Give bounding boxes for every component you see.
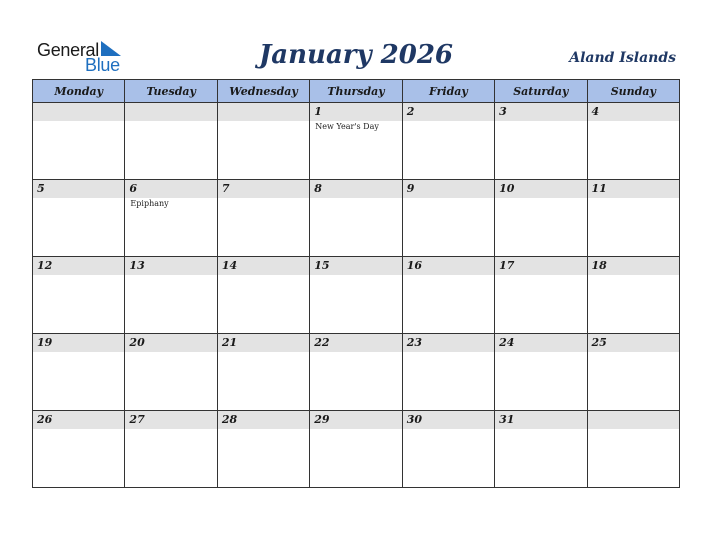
day-number: 2	[403, 103, 494, 121]
calendar-week-row	[33, 334, 680, 411]
day-number: 7	[218, 180, 309, 198]
day-number: 10	[495, 180, 586, 198]
calendar-day-cell	[310, 334, 402, 411]
day-number: 6	[125, 180, 216, 198]
day-number	[218, 103, 309, 121]
calendar-day-cell	[587, 334, 679, 411]
day-number	[125, 103, 216, 121]
day-number: 26	[33, 411, 124, 429]
weekday-header: Thursday	[310, 80, 402, 103]
calendar-day-cell	[587, 103, 679, 180]
calendar-day-cell	[125, 334, 217, 411]
day-number: 21	[218, 334, 309, 352]
page-title: January 2026	[258, 40, 454, 70]
day-number: 23	[403, 334, 494, 352]
weekday-header: Tuesday	[125, 80, 217, 103]
day-number: 20	[125, 334, 216, 352]
day-number: 22	[310, 334, 401, 352]
calendar-week-row	[33, 411, 680, 488]
calendar-day-cell	[495, 257, 587, 334]
day-number: 13	[125, 257, 216, 275]
calendar-day-cell	[125, 103, 217, 180]
calendar-day-cell	[310, 180, 402, 257]
calendar-day-cell	[402, 180, 494, 257]
calendar-day-cell	[125, 411, 217, 488]
calendar-day-cell	[495, 103, 587, 180]
day-number: 1	[310, 103, 401, 121]
calendar-day-cell	[495, 180, 587, 257]
day-number: 11	[588, 180, 679, 198]
day-number: 30	[403, 411, 494, 429]
day-number: 19	[33, 334, 124, 352]
day-number: 18	[588, 257, 679, 275]
calendar-day-cell	[125, 180, 217, 257]
calendar-day-cell	[33, 180, 125, 257]
day-number	[588, 411, 679, 429]
day-number	[33, 103, 124, 121]
calendar-day-cell	[495, 411, 587, 488]
calendar-day-cell	[33, 334, 125, 411]
calendar-day-cell	[33, 257, 125, 334]
calendar-day-cell	[310, 257, 402, 334]
calendar-day-cell	[217, 257, 309, 334]
calendar-day-cell	[33, 411, 125, 488]
day-number: 12	[33, 257, 124, 275]
weekday-header: Saturday	[495, 80, 587, 103]
calendar-day-cell	[310, 103, 402, 180]
day-number: 17	[495, 257, 586, 275]
day-number: 29	[310, 411, 401, 429]
calendar-day-cell	[402, 257, 494, 334]
calendar-day-cell	[125, 257, 217, 334]
calendar-day-cell	[587, 180, 679, 257]
day-number: 16	[403, 257, 494, 275]
logo-text-blue: Blue	[85, 55, 120, 75]
logo-text-general: General	[37, 40, 99, 60]
day-number: 15	[310, 257, 401, 275]
calendar-day-cell	[217, 103, 309, 180]
calendar-day-cell	[402, 103, 494, 180]
day-number: 24	[495, 334, 586, 352]
calendar-grid	[32, 79, 680, 488]
calendar-week-row	[33, 257, 680, 334]
weekday-header: Sunday	[587, 80, 679, 103]
day-number: 28	[218, 411, 309, 429]
weekday-header: Wednesday	[217, 80, 309, 103]
calendar-day-cell	[402, 334, 494, 411]
weekday-header: Monday	[33, 80, 125, 103]
calendar-day-cell	[33, 103, 125, 180]
calendar-day-cell	[217, 411, 309, 488]
day-number: 27	[125, 411, 216, 429]
calendar-week-row	[33, 103, 680, 180]
calendar-week-row	[33, 180, 680, 257]
country-label: Aland Islands	[569, 50, 676, 66]
weekday-header-row	[33, 80, 680, 103]
holiday-label: Epiphany	[130, 199, 169, 208]
calendar-day-cell	[310, 411, 402, 488]
day-number: 9	[403, 180, 494, 198]
holiday-label: New Year's Day	[315, 122, 379, 131]
calendar-day-cell	[587, 411, 679, 488]
calendar-day-cell	[495, 334, 587, 411]
calendar-day-cell	[217, 180, 309, 257]
day-number: 3	[495, 103, 586, 121]
calendar-day-cell	[217, 334, 309, 411]
day-number: 8	[310, 180, 401, 198]
day-number: 14	[218, 257, 309, 275]
day-number: 5	[33, 180, 124, 198]
weekday-header: Friday	[402, 80, 494, 103]
calendar-day-cell	[402, 411, 494, 488]
day-number: 25	[588, 334, 679, 352]
calendar-day-cell	[587, 257, 679, 334]
day-number: 4	[588, 103, 679, 121]
day-number: 31	[495, 411, 586, 429]
